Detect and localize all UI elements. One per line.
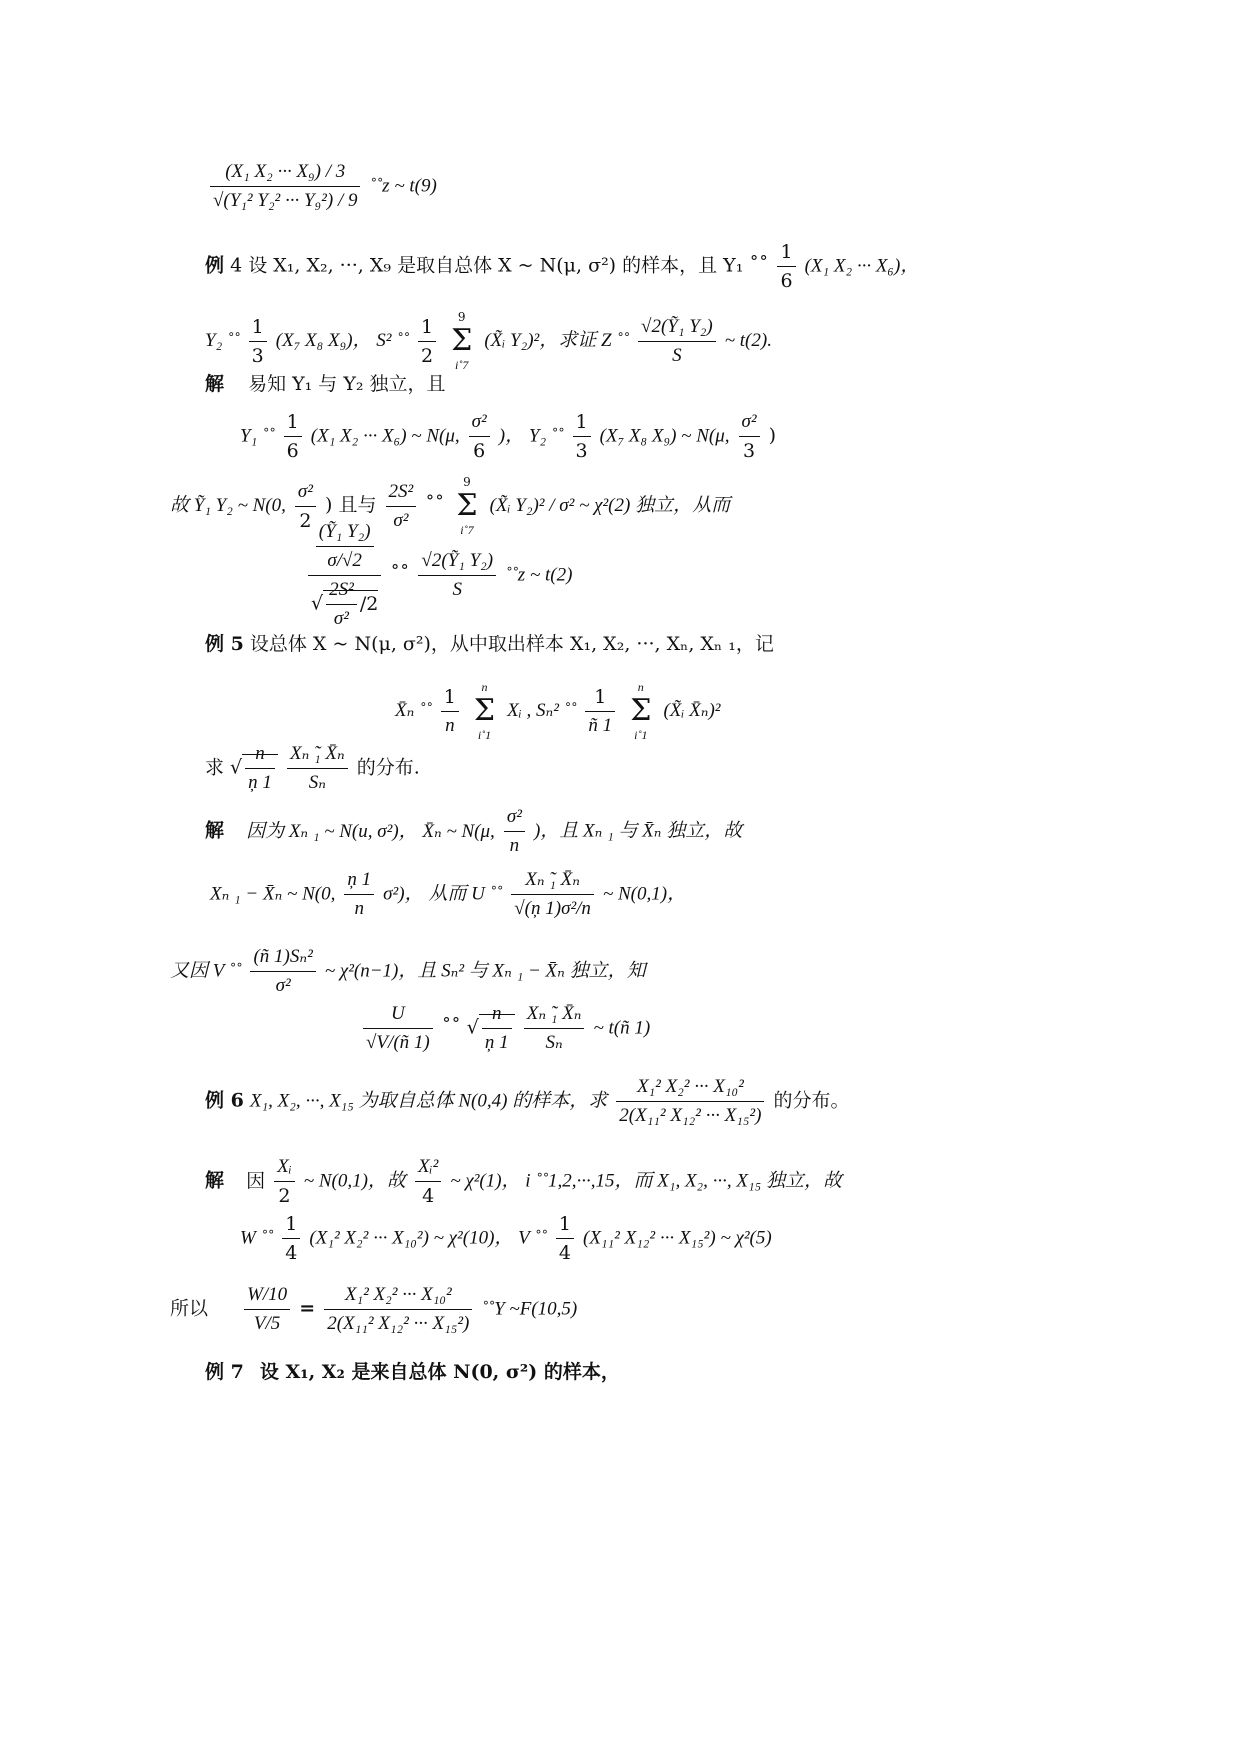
fraction-numerator: σ² bbox=[295, 480, 316, 507]
fraction bbox=[524, 1002, 585, 1055]
fraction-numerator: n bbox=[245, 742, 275, 769]
fraction-numerator: X₁² X₂² ··· X₁₀² bbox=[616, 1075, 764, 1102]
formula-part: = bbox=[299, 1297, 316, 1320]
fraction-denominator: 2(X₁₁² X₁₂² ··· X₁₅²) bbox=[619, 1105, 762, 1126]
fraction bbox=[324, 1283, 472, 1336]
fraction-numerator: √2(Ỹ₁ Y₂) bbox=[418, 549, 496, 576]
fraction bbox=[556, 1212, 574, 1265]
example-label: 例 5 bbox=[205, 633, 244, 655]
formula-part: ˚˚Y ~F(10,5) bbox=[481, 1298, 578, 1320]
fraction bbox=[418, 315, 436, 368]
fraction bbox=[249, 315, 267, 368]
formula-part: (X₁₁² X₁₂² ··· X₁₅²) ~ χ²(5) bbox=[583, 1227, 772, 1249]
solution-4-line1 bbox=[205, 372, 446, 396]
formula-part: ~ t(ñ 1) bbox=[593, 1017, 651, 1039]
fraction bbox=[245, 742, 275, 795]
solution-5-line4: $\frac{U}{√V/(ñ 1)}$ ˚˚ √ $\frac{n}{ņ 1}$ $\frac{\text{Xₙ ̃₁ X̄ₙ}}{\text{Sₙ}}$ ~ t(ñ 1) bbox=[360, 1002, 650, 1055]
fraction-numerator: 2S² bbox=[386, 480, 417, 507]
fraction-denominator: 6 bbox=[780, 270, 793, 292]
formula-part: ~ χ²(n−1)，且 Sₙ² 与 Xₙ ₁ − X̄ₙ 独立，知 bbox=[324, 960, 646, 982]
formula-part: 故 Ỹ₁ Y₂ ~ N(0, bbox=[170, 495, 286, 516]
sum-upper-limit: n bbox=[481, 680, 488, 694]
fraction-numerator: X₁² X₂² ··· X₁₀² bbox=[324, 1283, 472, 1310]
formula-t9 bbox=[207, 160, 437, 213]
formula-part: ˚˚ bbox=[441, 1016, 461, 1039]
fraction-numerator: ņ 1 bbox=[344, 868, 374, 895]
example-label: 例 bbox=[205, 254, 225, 277]
fraction-numerator: 1 bbox=[441, 685, 459, 712]
fraction-denominator: 4 bbox=[422, 1185, 435, 1207]
radicand-tail: /2 bbox=[359, 592, 379, 615]
fraction-denominator: 2(X₁₁² X₁₂² ··· X₁₅²) bbox=[327, 1313, 470, 1334]
fraction bbox=[504, 805, 525, 858]
solution-5-line2 bbox=[210, 868, 686, 921]
solution-text: 易知 Y₁ 与 Y₂ 独立，且 bbox=[248, 373, 446, 395]
fraction-numerator: n bbox=[482, 1002, 512, 1029]
fraction-numerator: Xᵢ² bbox=[415, 1155, 441, 1182]
statement-text: 的分布。 bbox=[773, 1089, 850, 1112]
formula-part: 因 bbox=[246, 1169, 266, 1192]
fraction-denominator: S bbox=[452, 579, 462, 600]
fraction bbox=[344, 868, 374, 921]
fraction-denominator: σ² bbox=[333, 608, 349, 629]
formula-part: ˚˚ bbox=[390, 563, 410, 586]
fraction-denominator: ñ 1 bbox=[588, 714, 613, 736]
formula-part: ~ N(0,1)，故 bbox=[303, 1170, 406, 1192]
fraction bbox=[739, 410, 760, 463]
sum-sign: Σ bbox=[451, 323, 473, 358]
question-text: 的分布. bbox=[356, 756, 420, 779]
fraction bbox=[282, 1212, 300, 1265]
example-label: 例 7 bbox=[205, 1361, 244, 1383]
formula-part: Y₂ ˚˚ bbox=[205, 330, 240, 351]
formula-part: (X₁² X₂² ··· X₁₀²) ~ χ²(10)， V ˚˚ bbox=[309, 1227, 547, 1249]
fraction-numerator: U bbox=[363, 1002, 433, 1029]
fraction bbox=[316, 520, 374, 573]
fraction-numerator: σ² bbox=[504, 805, 525, 832]
example-4-statement-line1 bbox=[205, 240, 919, 293]
fraction-denominator: √(Y₁² Y₂² ··· Y₉²) / 9 bbox=[213, 190, 358, 211]
fraction bbox=[274, 1155, 295, 1208]
fraction-denominator: 4 bbox=[285, 1242, 298, 1264]
fraction bbox=[441, 685, 459, 738]
solution-4-line4 bbox=[305, 520, 572, 631]
fraction-denominator: 2 bbox=[278, 1185, 291, 1207]
fraction bbox=[287, 742, 348, 795]
fraction-numerator: W/10 bbox=[244, 1283, 290, 1310]
fraction bbox=[415, 1155, 441, 1208]
fraction-denominator: √(ņ 1)σ²/n bbox=[514, 898, 591, 919]
fraction-denominator: 6 bbox=[286, 440, 299, 462]
fraction-numerator: σ² bbox=[469, 410, 490, 437]
formula-part: 因为 Xₙ ₁ ~ N(u, σ²)， X̄ₙ ~ N(μ, bbox=[246, 820, 495, 842]
formula-part: 所以 bbox=[170, 1297, 209, 1320]
formula-part: (X₇ X₈ X₉) ~ N(μ, bbox=[599, 425, 730, 447]
solution-4-line2 bbox=[240, 410, 776, 463]
summation bbox=[627, 675, 654, 747]
solution-5-line1 bbox=[205, 805, 742, 858]
formula-part: (X̃ᵢ Y₂)² / σ² ~ χ²(2) 独立，从而 bbox=[489, 495, 731, 516]
sum-sign: Σ bbox=[473, 693, 496, 728]
example-7-statement bbox=[205, 1360, 620, 1384]
question-text: 求 bbox=[205, 756, 225, 779]
formula-part: W ˚˚ bbox=[240, 1227, 274, 1249]
fraction-denominator: √V/(ñ 1) bbox=[366, 1032, 430, 1053]
solution-label: 解 bbox=[205, 1169, 225, 1192]
formula-part: (X₇ X₈ X₉)， S² ˚˚ bbox=[275, 330, 409, 351]
sum-upper-limit: 9 bbox=[463, 475, 471, 489]
fraction-denominator: ņ 1 bbox=[484, 1032, 509, 1053]
formula-part: ˚˚ bbox=[425, 494, 445, 516]
fraction bbox=[250, 945, 315, 998]
example-number: 4 bbox=[230, 254, 243, 277]
radicand bbox=[479, 1003, 515, 1053]
formula-part: ˚˚z ~ t(2) bbox=[505, 564, 573, 586]
fraction bbox=[244, 1283, 290, 1336]
fraction-denominator: σ² bbox=[275, 975, 291, 996]
fraction-denominator: 3 bbox=[743, 440, 756, 462]
fraction-denominator: S bbox=[672, 344, 682, 366]
fraction-denominator: 6 bbox=[473, 440, 486, 462]
example-5-definitions bbox=[395, 675, 720, 747]
formula-part: X̄ₙ ˚˚ bbox=[395, 700, 432, 721]
solution-6-line3 bbox=[170, 1283, 577, 1336]
statement-text: 设总体 X ~ N(μ, σ²)，从中取出样本 X₁, X₂, ···, Xₙ, Xₙ ₁，记 bbox=[249, 633, 774, 655]
formula-part: (X̃ᵢ X̄ₙ)² bbox=[663, 700, 721, 721]
sum-upper-limit: 9 bbox=[457, 310, 466, 324]
statement-text: 设 X₁, X₂, ···, X₉ 是取自总体 X ~ N(μ, σ²) 的样本，且 Y₁ ˚˚ bbox=[248, 254, 769, 277]
example-4-statement-line2 bbox=[205, 305, 772, 377]
fraction-numerator: Xₙ ̃₁ X̄ₙ bbox=[511, 868, 594, 895]
example-label: 例 6 bbox=[205, 1089, 244, 1112]
fraction-numerator: 1 bbox=[777, 240, 795, 267]
fraction-denominator: n bbox=[509, 835, 520, 856]
fraction bbox=[585, 685, 615, 738]
solution-label: 解 bbox=[205, 373, 225, 395]
sum-lower-limit: i˚1 bbox=[477, 728, 492, 742]
fraction-numerator: σ² bbox=[739, 410, 760, 437]
sum-lower-limit: i˚7 bbox=[460, 523, 474, 537]
fraction bbox=[511, 868, 594, 921]
fraction bbox=[363, 1002, 433, 1055]
example-5-statement bbox=[205, 632, 774, 656]
formula-part: Xₙ ₁ − X̄ₙ ~ N(0, bbox=[210, 883, 336, 905]
formula-part: )， Y₂ ˚˚ bbox=[498, 425, 564, 447]
formula-part: ) 且与 bbox=[325, 494, 377, 516]
fraction-denominator: σ/√2 bbox=[327, 550, 362, 571]
fraction-denominator: Sₙ bbox=[308, 772, 326, 793]
fraction-denominator: √ $\frac{\text{2S²}}{\text{σ²}}$ /2 bbox=[311, 579, 379, 629]
fraction-numerator: 1 bbox=[282, 1212, 300, 1239]
compound-fraction bbox=[308, 520, 381, 631]
fraction bbox=[573, 410, 591, 463]
fraction bbox=[482, 1002, 512, 1055]
fraction-denominator: 3 bbox=[251, 344, 264, 367]
statement-text: 设 X₁, X₂ 是来自总体 N(0, σ²) 的样本， bbox=[259, 1361, 620, 1383]
fraction-denominator: Sₙ bbox=[545, 1032, 563, 1053]
fraction-numerator: Xₙ ̃₁ X̄ₙ bbox=[524, 1002, 585, 1029]
fraction bbox=[210, 160, 360, 213]
fraction bbox=[284, 410, 302, 463]
fraction-numerator: (ñ 1)Sₙ² bbox=[250, 945, 315, 972]
formula-part: Y₁ ˚˚ bbox=[240, 425, 275, 447]
formula-part: σ²)， 从而 U ˚˚ bbox=[383, 883, 503, 905]
solution-label: 解 bbox=[205, 819, 225, 842]
statement-tail: (X₁ X₂ ··· X₆)， bbox=[804, 255, 920, 277]
fraction bbox=[418, 549, 496, 602]
sum-lower-limit: i˚1 bbox=[634, 728, 648, 742]
sum-sign: Σ bbox=[630, 693, 652, 728]
formula-part: ~ χ²(1)， i ˚˚1,2,···,15，而 X₁, X₂, ···, X₁₅ 独立，故 bbox=[450, 1170, 842, 1192]
formula-part: Xᵢ , Sₙ² ˚˚ bbox=[507, 700, 577, 721]
radicand bbox=[242, 743, 278, 793]
formula-part: ~ t(2). bbox=[724, 330, 772, 351]
fraction-numerator: Xᵢ bbox=[274, 1155, 295, 1182]
radicand bbox=[323, 579, 379, 629]
fraction-denominator: 2 bbox=[420, 344, 434, 367]
fraction-numerator: 1 bbox=[556, 1212, 574, 1239]
fraction bbox=[616, 1075, 764, 1128]
fraction-numerator: √2(Ỹ₁ Y₂) bbox=[638, 315, 716, 342]
sum-sign: Σ bbox=[456, 488, 478, 523]
fraction-numerator: 1 bbox=[573, 410, 591, 437]
formula-part: ) bbox=[768, 424, 777, 447]
formula-part: (X₁ X₂ ··· X₆) ~ N(μ, bbox=[310, 425, 460, 447]
solution-6-line1 bbox=[205, 1155, 842, 1208]
formula-rhs: ˚˚z ~ t(9) bbox=[369, 175, 437, 197]
fraction-numerator: 1 bbox=[249, 315, 267, 342]
fraction bbox=[469, 410, 490, 463]
fraction bbox=[326, 578, 357, 631]
formula-part: (X̃ᵢ Y₂)²，求证 Z ˚˚ bbox=[484, 330, 629, 351]
formula-part: 又因 V ˚˚ bbox=[170, 960, 242, 982]
example-6-statement bbox=[205, 1075, 850, 1128]
formula-part: )，且 Xₙ ₁ 与 X̄ₙ 独立，故 bbox=[533, 820, 743, 842]
solution-6-line2 bbox=[240, 1212, 772, 1265]
fraction-numerator: (X₁ X₂ ··· X₉) / 3 bbox=[210, 160, 360, 187]
sum-upper-limit: n bbox=[637, 680, 644, 694]
fraction-denominator: σ² bbox=[393, 509, 409, 531]
fraction-denominator: n bbox=[445, 714, 455, 736]
example-5-question: 求 √ $\frac{n}{ņ 1}$ $\frac{\text{Xₙ ̃₁ X̄ₙ}}{\text{Sₙ}}$ 的分布. bbox=[205, 743, 420, 793]
fraction-numerator: (Ỹ₁ Y₂) bbox=[316, 520, 374, 547]
fraction-denominator: ņ 1 bbox=[248, 772, 272, 793]
fraction bbox=[638, 315, 716, 368]
fraction-denominator: 4 bbox=[558, 1242, 571, 1264]
fraction-numerator bbox=[308, 520, 381, 576]
fraction-denominator: 3 bbox=[575, 440, 588, 462]
summation bbox=[471, 675, 498, 747]
fraction-denominator: V/5 bbox=[253, 1313, 281, 1334]
summation bbox=[448, 305, 475, 377]
fraction-denominator: n bbox=[354, 898, 364, 919]
fraction-numerator: 1 bbox=[585, 685, 615, 712]
fraction-numerator: 2S² bbox=[326, 578, 357, 605]
fraction-numerator: Xₙ ̃₁ X̄ₙ bbox=[287, 742, 348, 769]
fraction-numerator: 1 bbox=[284, 410, 302, 437]
statement-text: X₁, X₂, ···, X₁₅ 为取自总体 N(0,4) 的样本，求 bbox=[249, 1090, 608, 1112]
solution-5-line3 bbox=[170, 945, 646, 998]
sum-lower-limit: i˚7 bbox=[455, 358, 469, 372]
fraction-numerator: 1 bbox=[418, 315, 436, 342]
fraction-denominator: 2 bbox=[299, 509, 312, 532]
formula-part: ~ N(0,1)， bbox=[602, 883, 687, 905]
fraction bbox=[777, 240, 795, 293]
